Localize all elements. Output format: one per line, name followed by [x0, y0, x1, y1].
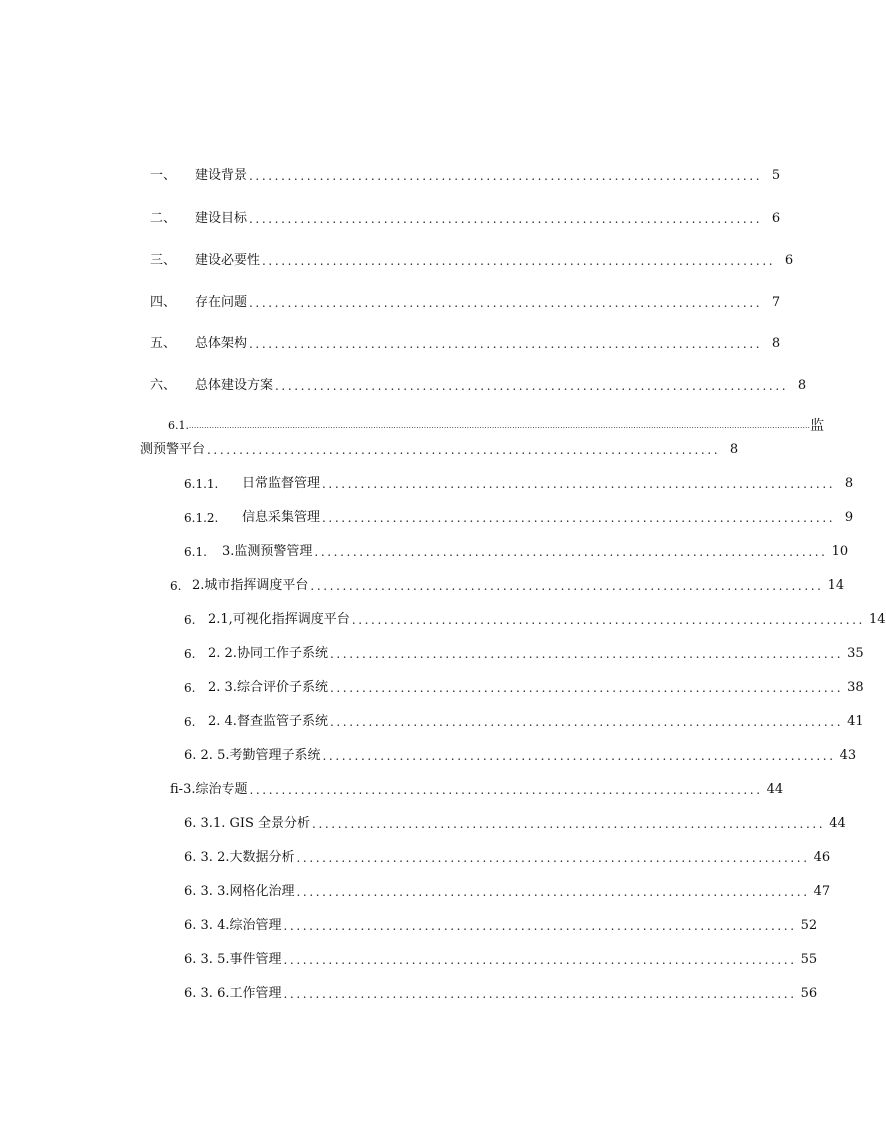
toc-leader-dots: ................................................................................ [310, 579, 824, 593]
toc-entry-title: 2.1,可视化指挥调度平台 [208, 612, 350, 627]
toc-entry[interactable] [150, 293, 781, 313]
toc-entry-title-tail: 监 [810, 418, 825, 434]
toc-entry-title: 总体架构 [195, 336, 248, 351]
toc-entry-page: 55 [800, 952, 818, 967]
toc-leader-dots: ................................................................................ [329, 715, 844, 729]
toc-leader-dots: ................................................................................ [275, 379, 789, 393]
toc-entry-page: 41 [847, 714, 864, 729]
toc-entry-page: 8 [729, 442, 739, 457]
toc-entry[interactable] [184, 882, 831, 902]
toc-entry[interactable] [184, 644, 864, 664]
toc-entry-number: 6.1.2. [184, 511, 219, 525]
toc-entry-page: 43 [839, 748, 857, 763]
toc-entry-title: 建设目标 [195, 211, 248, 226]
toc-entry[interactable] [184, 916, 818, 936]
toc-entry[interactable] [150, 166, 781, 186]
toc-entry-page: 14 [827, 578, 845, 593]
toc-entry-number: 6. [170, 579, 182, 593]
toc-entry-page: 5 [771, 168, 781, 183]
toc-entry-number: 五、 [150, 336, 177, 351]
toc-entry-title: 存在问题 [195, 295, 248, 310]
toc-entry-title: fi-3.综治专题 [170, 782, 248, 797]
toc-entry-page: 10 [831, 544, 849, 559]
toc-leader-dots: ................................................................................ [329, 647, 844, 661]
toc-entry-page: 9 [844, 510, 854, 525]
toc-entry-number: 6.1.1. [184, 477, 219, 491]
toc-leader-dots: ................................................................................ [322, 511, 836, 525]
toc-entry-page: 6 [784, 253, 794, 268]
toc-entry-number: 四、 [150, 295, 177, 310]
toc-leader-dots: ................................................................................ [322, 749, 836, 763]
toc-leader-dots: ................................................................................ [314, 545, 828, 559]
toc-entry[interactable] [184, 610, 886, 630]
toc-entry[interactable] [184, 984, 818, 1004]
toc-entry-wrapped-tail[interactable] [140, 440, 739, 460]
toc-leader-dots: ................................................................................ [207, 443, 721, 457]
toc-entry-page: 56 [800, 986, 818, 1001]
toc-leader-dots: ................................................................................ [249, 169, 763, 183]
toc-entry-page: 8 [771, 336, 781, 351]
toc-leader-dots: ................................................................................ [249, 337, 763, 351]
toc-entry-title: 2. 4.督查监管子系统 [208, 714, 328, 729]
toc-leader-dots: ................................................................................ [322, 477, 836, 491]
toc-entry-title: 信息采集管理 [242, 510, 321, 525]
toc-entry[interactable] [150, 334, 781, 354]
toc-entry-page: 8 [844, 476, 854, 491]
toc-entry-number: 6. [184, 681, 196, 695]
toc-entry-title: 6. 3. 3.网格化治理 [184, 884, 295, 899]
toc-leader-dots: ................................................................................ [296, 851, 810, 865]
toc-leader-dots: ................................................................................ [351, 613, 865, 627]
toc-entry[interactable] [170, 780, 784, 800]
toc-entry-title: 建设必要性 [195, 253, 261, 268]
toc-entry-title: 6. 3. 6.工作管理 [184, 986, 282, 1001]
toc-entry-wrapped-head[interactable] [168, 416, 825, 436]
toc-entry[interactable] [184, 848, 831, 868]
toc-entry-page: 7 [771, 295, 781, 310]
toc-entry-page: 47 [813, 884, 831, 899]
toc-entry-page: 8 [797, 378, 807, 393]
toc-entry-number: 6.1. [168, 419, 189, 432]
toc-leader-dots: ................................................................................ [312, 817, 826, 831]
toc-entry-number: 6. [184, 613, 196, 627]
toc-entry[interactable] [170, 576, 845, 596]
toc-leader-dots: ................................................................................ [283, 987, 797, 1001]
toc-entry-number: 6.1. [184, 545, 207, 559]
toc-leader-dots: ................................................................................ [329, 681, 844, 695]
toc-leader-dots: ................................................................................ [249, 783, 763, 797]
toc-entry-page: 52 [800, 918, 818, 933]
toc-entry[interactable] [184, 746, 857, 766]
toc-entry[interactable] [184, 814, 846, 834]
toc-entry-title: 测预警平台 [140, 442, 206, 457]
toc-entry-page: 14 [868, 612, 886, 627]
toc-entry-number: 一、 [150, 168, 177, 183]
toc-entry-page: 44 [829, 816, 846, 831]
toc-entry-title: 6. 3.1. GIS 全景分析 [184, 816, 311, 831]
toc-entry-page: 44 [766, 782, 784, 797]
toc-entry-page: 6 [771, 211, 781, 226]
toc-entry-title: 6. 3. 5.事件管理 [184, 952, 282, 967]
toc-entry-title: 2. 3.综合评价子系统 [208, 680, 328, 695]
toc-entry-title: 建设背景 [195, 168, 248, 183]
toc-entry[interactable] [184, 678, 864, 698]
toc-entry[interactable] [150, 376, 807, 396]
toc-entry-title: 日常监督管理 [242, 476, 321, 491]
toc-entry[interactable] [184, 508, 854, 528]
toc-leader-dots: ................................................................................ [249, 212, 763, 226]
toc-entry[interactable] [184, 474, 854, 494]
toc-entry[interactable] [150, 209, 781, 229]
toc-entry-title: 6. 3. 4.综治管理 [184, 918, 282, 933]
toc-entry-title: 6. 2. 5.考勤管理子系统 [184, 748, 321, 763]
toc-entry-page: 38 [847, 680, 864, 695]
toc-entry-page: 46 [813, 850, 831, 865]
toc-entry-number: 二、 [150, 211, 177, 226]
toc-entry-number: 6. [184, 715, 196, 729]
toc-entry[interactable] [150, 251, 794, 271]
toc-leader-dots: ................................................................................ [283, 953, 797, 967]
toc-leader-dots: ................................................................................ [296, 885, 810, 899]
toc-entry-title: 3.监测预警管理 [222, 544, 313, 559]
toc-entry-title: 总体建设方案 [195, 378, 274, 393]
toc-entry[interactable] [184, 542, 849, 562]
toc-entry-number: 6. [184, 647, 196, 661]
toc-entry[interactable] [184, 950, 818, 970]
toc-entry-title: 2. 2.协同工作子系统 [208, 646, 328, 661]
toc-leader-dots: ................................................................................ [283, 919, 797, 933]
toc-entry[interactable] [184, 712, 864, 732]
toc-leader-dots: ................................................................................ [262, 254, 776, 268]
toc-entry-title: 2.城市指挥调度平台 [192, 578, 309, 593]
toc-leader-dots: ................................................................................ [249, 296, 763, 310]
toc-entry-title: 6. 3. 2.大数据分析 [184, 850, 295, 865]
toc-entry-number: 三、 [150, 253, 177, 268]
toc-leader-dots: ...................................................................................................................................................................................................................................................... [189, 422, 811, 430]
toc-entry-number: 六、 [150, 378, 177, 393]
toc-entry-page: 35 [847, 646, 864, 661]
